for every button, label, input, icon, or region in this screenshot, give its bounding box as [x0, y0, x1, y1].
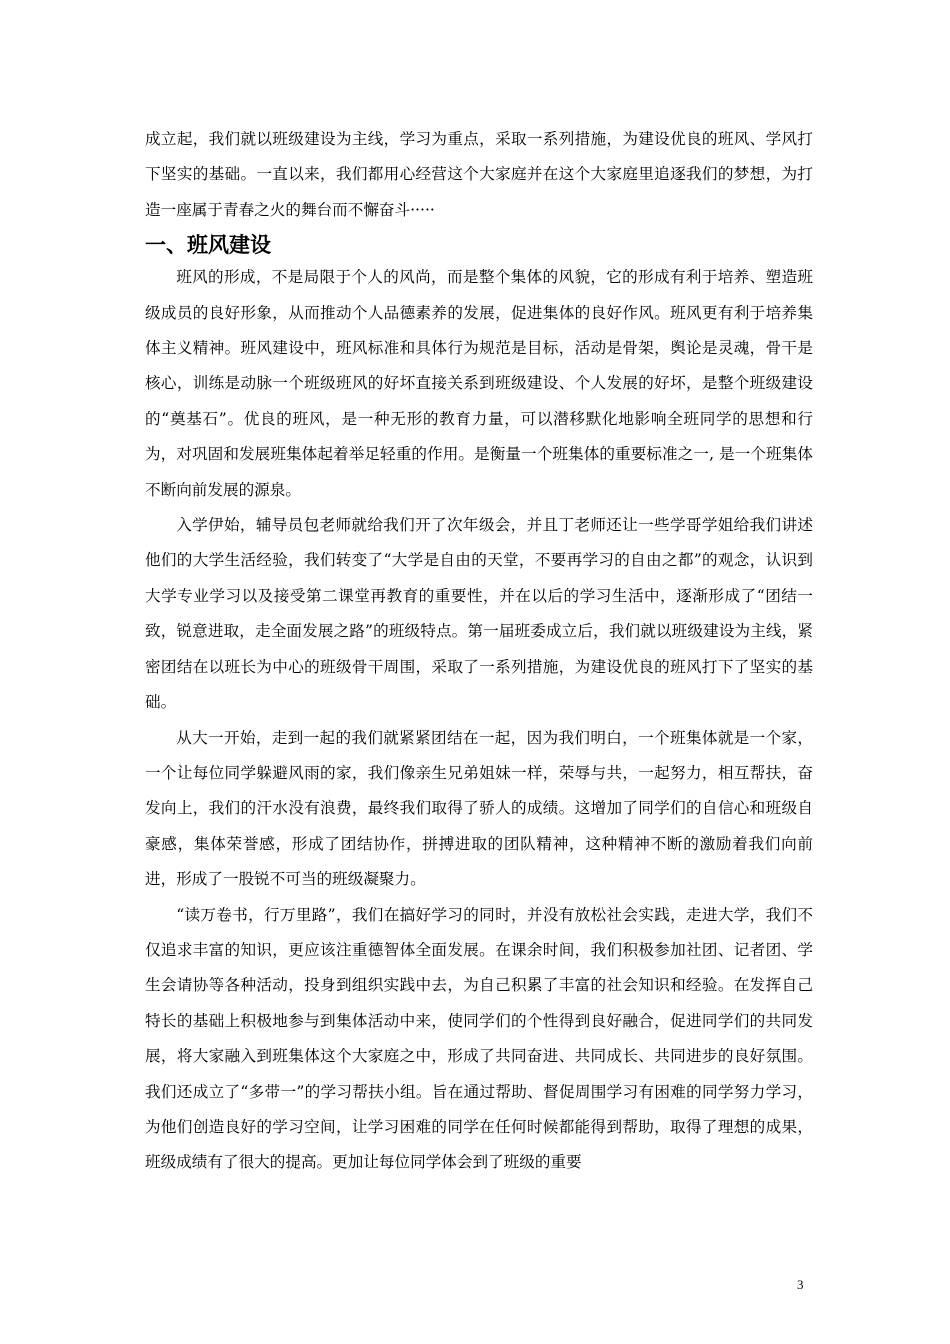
body-paragraph-unity: 从大一开始，走到一起的我们就紧紧团结在一起，因为我们明白，一个班集体就是一个家，一个让每位同学躲避风雨的家，我们像亲生兄弟姐妹一样，荣辱与共，一起努力，相互帮扶，奋发向上，我们的汗水没有浪费，最终我们取得了骄人的成绩。这增加了同学们的自信心和班级自豪感，集体荣誉感，形成了团结协作，拼搏进取的团队精神，这种精神不断的激励着我们向前进，形成了一股锐不可当的班级凝聚力。	[145, 728, 813, 889]
document-body	[145, 122, 813, 1181]
page-number: 3	[797, 1277, 804, 1292]
section-heading: 一、班风建设	[145, 233, 271, 258]
intro-paragraph: 成立起，我们就以班级建设为主线，学习为重点，采取一系列措施，为建设优良的班风、学风打下坚实的基础。一直以来，我们都用心经营这个大家庭并在这个大家庭里追逐我们的梦想，为打造一座属于青春之火的舞台而不懈奋斗·····	[145, 130, 813, 219]
body-paragraph-class-style: 班风的形成，不是局限于个人的风尚，而是整个集体的风貌，它的形成有利于培养、塑造班级成员的良好形象，从而推动个人品德素养的发展，促进集体的良好作风。班风更有利于培养集体主义精神。班风建设中，班风标准和具体行为规范是目标，活动是骨架，舆论是灵魂，骨干是核心，训练是动脉一个班级班风的好坏直接关系到班级建设、个人发展的好坏，是整个班级建设的“奠基石”。优良的班风，是一种无形的教育力量，可以潜移默化地影响全班同学的思想和行为，对巩固和发展班集体起着举足轻重的作用。是衡量一个班集体的重要标准之一, 是一个班集体不断向前发展的源泉。	[145, 268, 813, 499]
body-paragraph-enrollment: 入学伊始，辅导员包老师就给我们开了次年级会，并且丁老师还让一些学哥学姐给我们讲述他们的大学生活经验，我们转变了“大学是自由的天堂，不要再学习的自由之都”的观念，认识到大学专业学习以及接受第二课堂再教育的重要性，并在以后的学习生活中，逐渐形成了“团结一致，锐意进取，走全面发展之路”的班级特点。第一届班委成立后，我们就以班级建设为主线，紧密团结在以班长为中心的班级骨干周围，采取了一系列措施，为建设优良的班风打下了坚实的基础。	[145, 516, 813, 712]
body-paragraph-practice: “读万卷书，行万里路”，我们在搞好学习的同时，并没有放松社会实践，走进大学，我们不仅追求丰富的知识，更应该注重德智体全面发展。在课余时间，我们积极参加社团、记者团、学生会请协等各种活动，投身到组织实践中去，为自己积累了丰富的社会知识和经验。在发挥自己特长的基础上积极地参与到集体活动中来，使同学们的个性得到良好融合，促进同学们的共同发展，将大家融入到班集体这个大家庭之中，形成了共同奋进、共同成长、共同进步的良好氛围。我们还成立了“多带一”的学习帮扶小组。旨在通过帮助、督促周围学习有困难的同学努力学习，为他们创造良好的学习空间，让学习困难的同学在任何时候都能得到帮助，取得了理想的成果，班级成绩有了很大的提高。更加让每位同学体会到了班级的重要	[145, 905, 813, 1172]
